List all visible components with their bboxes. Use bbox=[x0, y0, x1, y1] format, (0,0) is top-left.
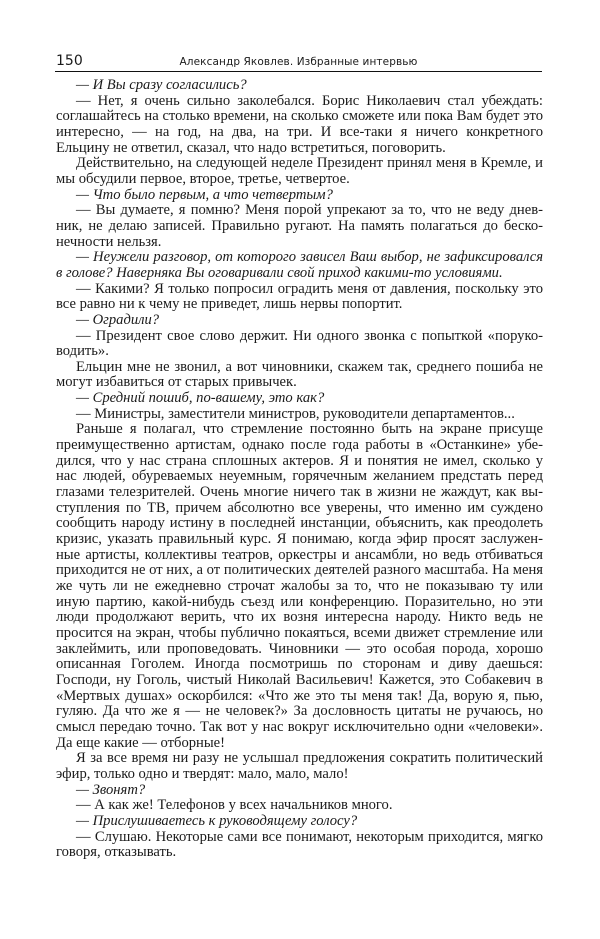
interview-question: — Оградили? bbox=[76, 311, 160, 328]
interview-question: — Неужели разговор, от которого зависел Ваш выбор, не зафиксировался в голове? Наверняка Вы оговаривали свой приход какими-то условиями. bbox=[56, 249, 543, 281]
interview-answer: — Вы думаете, я помню? Меня порой упрекают за то, что не веду дневник, не делаю записей. Правильно ругают. На память полагаться до бесконечности нельзя. bbox=[56, 202, 543, 250]
page-header bbox=[55, 52, 542, 72]
text-paragraph: Раньше я полагал, что стремление постоянно быть на экране присуще преимущественно артистам, однако после года работы в «Останкине» убедился, что у нас страна сплошных актеров. Я и понятия не имел, сколько у нас людей, обуреваемых неуемным, горячечным желанием предстать перед глазами телезрителей. Очень многие ничего так в жизни не жаждут, как выступления по ТВ, причем абсолютно все уверены, что именно им суждено сообщить народу истину в последней инстанции, объяснить, как преодолеть кризис, указать правильный курс. Я понимаю, когда эфир просят заслуженные артисты, коллективы театров, оркестры и ансамбли, но ведь отбиваться приходится не от них, а от политических деятелей разного масштаба. На меня же чуть ли не ежедневно строчат жалобы за то, что не показываю ту или иную партию, какой-нибудь съезд или конференцию. Поразительно, но эти люди продолжают верить, что их возня интересна народу. Никто ведь не просится на экран, чтобы публично покаяться, всеми движет стремление или заклеймить, или проповедовать. Чиновники — это особая порода, хорошо описанная Гоголем. Иногда посмотришь по сторонам и диву даешься: Господи, ну Гоголь, чистый Николай Васильевич! Кажется, это Собакевич в «Мертвых душах» оскорбился: «Что же это ты меня так! Да, ворую я, пью, гуляю. Да что же я — не человек?» За дословность цитаты не ручаюсь, но смысл передаю точно. Так вот у нас вокруг исключительно одни «человеки». Да еще какие — отборные! bbox=[56, 421, 543, 751]
body-text bbox=[56, 78, 543, 861]
interview-answer: — Президент свое слово держит. Ни одного звонка с попыткой «поруководить». bbox=[56, 327, 543, 360]
page-number: 150 bbox=[56, 53, 83, 69]
interview-question: — И Вы сразу согласились? bbox=[76, 77, 247, 93]
text-paragraph: Действительно, на следующей неделе Президент принял меня в Кремле, и мы обсудили первое, второе, третье, четвертое. bbox=[56, 155, 543, 187]
interview-answer: — Какими? Я только попросил оградить меня от давления, поскольку это все равно ни к чему не приведет, лишь нервы попортит. bbox=[56, 280, 543, 313]
interview-question: — Что было первым, а что четвертым? bbox=[76, 186, 333, 203]
interview-answer: — Слушаю. Некоторые сами все понимают, некоторым приходится, мягко говоря, отказывать. bbox=[56, 828, 543, 861]
interview-question: — Звонят? bbox=[76, 781, 146, 798]
text-paragraph: Я за все время ни разу не услышал предложения сократить политический эфир, только одно и твердят: мало, мало, мало! bbox=[56, 750, 543, 782]
interview-question: — Средний пошиб, по-вашему, это как? bbox=[76, 390, 325, 407]
running-title: Александр Яковлев. Избранные интервью bbox=[179, 56, 418, 68]
interview-question: — Прислушиваетесь к руководящему голосу? bbox=[76, 812, 358, 829]
text-paragraph: Ельцин мне не звонил, а вот чиновники, скажем так, среднего пошиба не могут избавиться от старых привычек. bbox=[56, 358, 543, 391]
interview-answer: — Нет, я очень сильно заколебался. Борис Николаевич стал убеждать: соглашайтесь на столько времени, на сколько сможете или пока Вам будет это интересно, — на год, на два, на три. И все-таки я ничего конкретного Ельцину не ответил, сказал, что надо встретиться, поговорить. bbox=[56, 92, 543, 156]
interview-answer: — Министры, заместители министров, руководители департаментов... bbox=[76, 405, 515, 422]
interview-answer: — А как же! Телефонов у всех начальников много. bbox=[76, 797, 393, 814]
